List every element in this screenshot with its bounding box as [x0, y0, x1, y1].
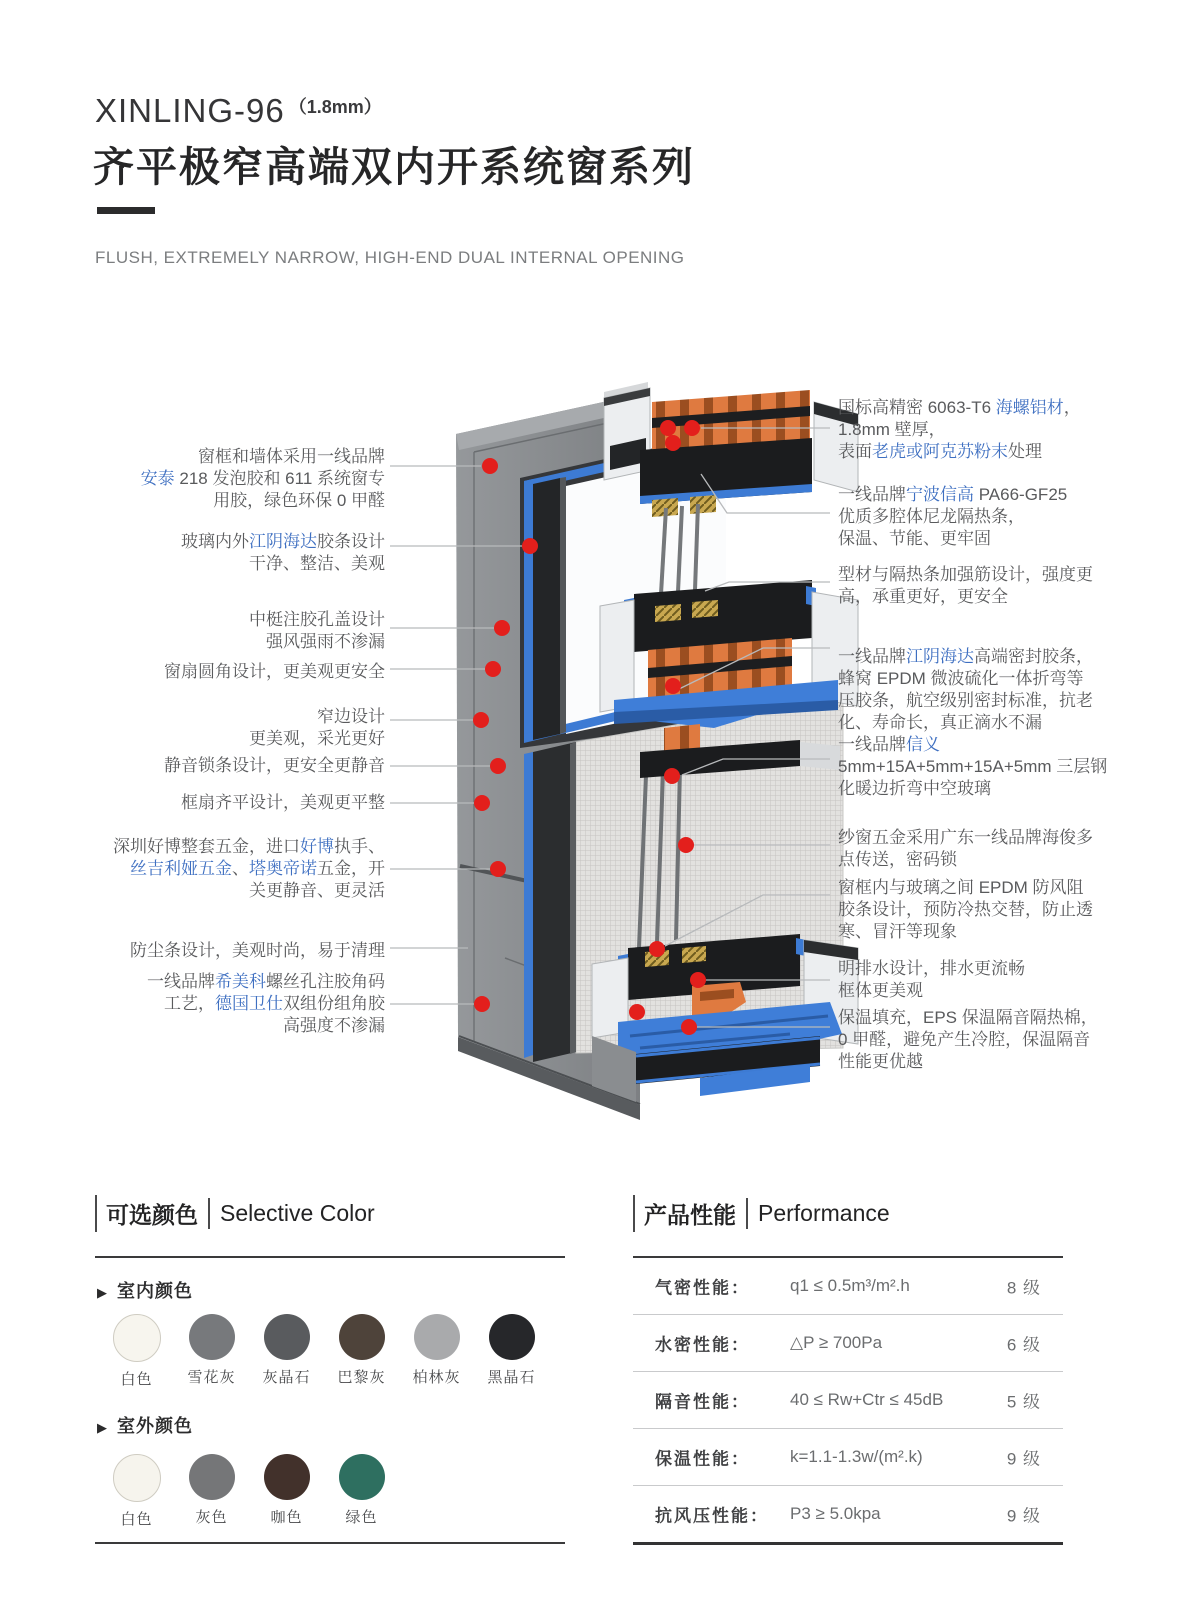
annotation-text: PA66-GF25 [974, 485, 1068, 504]
brand-text: 宁波信高 [906, 485, 974, 504]
selective-color-title-cn: 可选颜色 [95, 1195, 208, 1232]
triangle-icon: ▶ [97, 1420, 108, 1435]
annotation-text: 218 发泡胶和 611 系统窗专 [174, 469, 385, 488]
annotation-text: 窄边设计 [317, 707, 385, 726]
annotation-line [113, 880, 385, 902]
annotation-right-9 [838, 1007, 1098, 1073]
annotation-text: 胶条设计，预防冷热交替，防止透 [838, 900, 1093, 919]
color-swatch-label: 灰色 [195, 1509, 228, 1526]
annotation-text: 保温填充，EPS 保温隔音隔热棉， [838, 1008, 1098, 1027]
annotation-text: 工艺， [164, 994, 215, 1013]
annotation-text: 国标高精密 6063-T6 [838, 398, 996, 417]
annotation-left-8 [113, 836, 385, 902]
annotation-line [838, 877, 1093, 899]
annotation-line [838, 827, 1093, 849]
annotation-left-3 [249, 609, 385, 653]
page-title: 齐平极窄高端双内开系统窗系列 [93, 144, 695, 190]
annotation-text: 优质多腔体尼龙隔热条， [838, 507, 1025, 526]
annotation-line [838, 441, 1081, 463]
annotation-line [838, 586, 1093, 608]
annotation-right-7 [838, 877, 1093, 943]
performance-grade: 6 级 [1006, 1335, 1041, 1355]
annotation-line [838, 756, 1107, 778]
annotation-text: 化、寿命长，真正滴水不漏 [838, 713, 1042, 732]
annotation-text: 中梃注胶孔盖设计 [249, 610, 385, 629]
annotation-line [147, 971, 385, 993]
annotation-text: 高，承重更好，更安全 [838, 587, 1008, 606]
annotation-text: 高强度不渗漏 [283, 1016, 385, 1035]
annotation-text: 窗框和墙体采用一线品牌 [198, 447, 385, 466]
annotation-text: 窗扇圆角设计，更美观更安全 [164, 662, 385, 681]
annotation-line [838, 397, 1081, 419]
brand-text: 信义 [906, 735, 940, 754]
annotation-right-5 [838, 734, 1107, 800]
color-swatch-label: 白色 [120, 1371, 153, 1388]
annotation-line [181, 531, 385, 553]
performance-value: k=1.1-1.3w/(m².k) [790, 1447, 923, 1466]
brand-text: 丝吉利娅五金 [130, 859, 232, 878]
indoor-color-label-text: 室内颜色 [117, 1281, 193, 1301]
annotation-line [838, 419, 1081, 441]
annotation-text: 强风强雨不渗漏 [266, 632, 385, 651]
annotation-left-5 [249, 706, 385, 750]
triangle-icon: ▶ [97, 1285, 108, 1300]
annotation-line [181, 553, 385, 575]
annotation-right-6 [838, 827, 1093, 871]
annotation-text: 保温、节能、更牢固 [838, 529, 991, 548]
annotation-text: 0 甲醛，避免产生冷腔，保温隔音 [838, 1030, 1091, 1049]
brand-text: 江阴海达 [906, 647, 974, 666]
annotation-right-2 [838, 484, 1067, 550]
performance-title-en: Performance [746, 1198, 890, 1229]
performance-label: 保温性能： [655, 1449, 750, 1469]
annotation-text: 五金，开 [317, 859, 385, 878]
performance-grade: 9 级 [1006, 1449, 1041, 1469]
brand-text: 希美科 [215, 972, 266, 991]
performance-label: 水密性能： [655, 1335, 750, 1355]
annotation-line [147, 993, 385, 1015]
color-swatch-label: 灰晶石 [262, 1369, 311, 1386]
wall-thickness: （1.8mm） [288, 97, 382, 117]
annotation-line [113, 858, 385, 880]
performance-label: 气密性能： [655, 1278, 750, 1298]
annotation-text: 点传送，密码锁 [838, 850, 957, 869]
annotation-line [838, 899, 1093, 921]
annotation-line [249, 609, 385, 631]
annotation-text: 一线品牌 [838, 647, 906, 666]
color-swatch-label: 柏林灰 [412, 1369, 461, 1386]
annotation-text: 性能更优越 [838, 1052, 923, 1071]
color-swatch-label: 黑晶石 [487, 1369, 536, 1386]
annotation-line [130, 940, 385, 962]
annotation-text: 表面 [838, 442, 872, 461]
brand-text: 塔奥帝诺 [249, 859, 317, 878]
annotation-text: 一线品牌 [838, 485, 906, 504]
annotation-line [838, 1051, 1098, 1073]
performance-value: △P ≥ 700Pa [790, 1333, 883, 1352]
annotation-text: 处理 [1008, 442, 1042, 461]
annotation-text: 寒、冒汗等现象 [838, 922, 957, 941]
selective-color-title-en: Selective Color [208, 1198, 375, 1229]
annotation-line [164, 661, 385, 683]
annotation-line [249, 631, 385, 653]
annotation-text: 化暖边折弯中空玻璃 [838, 779, 991, 798]
annotation-line [838, 958, 1025, 980]
annotation-line [838, 921, 1093, 943]
brand-text: 江阴海达 [249, 532, 317, 551]
annotation-right-4 [838, 646, 1093, 734]
color-swatch-label: 巴黎灰 [337, 1369, 386, 1386]
annotation-text: 压胶条，航空级别密封标准，抗老 [838, 691, 1093, 710]
performance-label: 抗风压性能： [655, 1506, 769, 1526]
performance-value: q1 ≤ 0.5m³/m².h [790, 1276, 910, 1295]
annotation-text: 胶条设计 [317, 532, 385, 551]
annotation-text: 防尘条设计，美观时尚，易于清理 [130, 941, 385, 960]
annotation-line [838, 668, 1093, 690]
annotation-text: 双组份组角胶 [283, 994, 385, 1013]
brand-text: 老虎或阿克苏粉末 [872, 442, 1008, 461]
performance-grade: 5 级 [1006, 1392, 1041, 1412]
brand-text: 好博 [300, 837, 334, 856]
annotation-text: 深圳好博整套五金，进口 [113, 837, 300, 856]
annotation-text: 窗框内与玻璃之间 EPDM 防风阻 [838, 878, 1084, 897]
annotation-line [113, 836, 385, 858]
annotation-line [141, 468, 385, 490]
annotation-left-9 [130, 940, 385, 962]
annotation-right-8 [838, 958, 1025, 1002]
annotation-line [838, 564, 1093, 586]
annotation-left-2 [181, 531, 385, 575]
color-swatch-label: 雪花灰 [187, 1369, 236, 1386]
annotation-right-3 [838, 564, 1093, 608]
annotation-line [181, 792, 385, 814]
annotation-text: 玻璃内外 [181, 532, 249, 551]
performance-value: P3 ≥ 5.0kpa [790, 1504, 881, 1523]
annotation-text: 1.8mm 壁厚， [838, 420, 946, 439]
brand-text: 安泰 [140, 469, 175, 488]
color-swatch-label: 绿色 [345, 1509, 378, 1526]
annotation-left-4 [164, 661, 385, 683]
annotation-line [141, 446, 385, 468]
annotation-text: 、 [232, 859, 249, 878]
annotation-text: 蜂窝 EPDM 微波硫化一体折弯等 [838, 669, 1084, 688]
annotation-left-7 [181, 792, 385, 814]
annotation-line [838, 690, 1093, 712]
annotation-text: ， [1063, 398, 1081, 417]
performance-value: 40 ≤ Rw+Ctr ≤ 45dB [790, 1390, 944, 1409]
annotation-text: 一线品牌 [838, 735, 906, 754]
color-swatch-label: 白色 [120, 1511, 153, 1528]
page-subtitle-en: FLUSH, EXTREMELY NARROW, HIGH-END DUAL INTERNAL OPENING [95, 248, 685, 267]
annotation-line [838, 1007, 1098, 1029]
annotation-line [147, 1015, 385, 1037]
annotation-text: 一线品牌 [147, 972, 215, 991]
annotation-line [838, 484, 1067, 506]
brand-text: 海螺铝材 [995, 398, 1064, 417]
annotation-line [838, 646, 1093, 668]
model-number: XINLING-96 [95, 92, 285, 129]
outdoor-color-label-text: 室外颜色 [117, 1416, 193, 1436]
annotation-text: 用胶，绿色环保 0 甲醛 [213, 491, 385, 510]
annotation-line [838, 778, 1107, 800]
annotation-text: 框体更美观 [838, 981, 923, 1000]
annotation-line [249, 728, 385, 750]
annotation-text: 框扇齐平设计，美观更平整 [181, 793, 385, 812]
annotation-text: 高端密封胶条， [974, 647, 1093, 666]
performance-grade: 9 级 [1006, 1506, 1041, 1526]
annotation-left-1 [141, 446, 385, 512]
annotation-text: 执手、 [334, 837, 385, 856]
performance-title-cn: 产品性能 [633, 1195, 746, 1232]
annotation-text: 关更静音、更灵活 [249, 881, 385, 900]
annotation-line [838, 528, 1067, 550]
annotation-line [838, 734, 1107, 756]
brand-text: 德国卫仕 [215, 994, 283, 1013]
annotation-line [838, 849, 1093, 871]
annotation-text: 干净、整洁、美观 [249, 554, 385, 573]
annotation-line [838, 712, 1093, 734]
annotation-text: 静音锁条设计，更安全更静音 [164, 756, 385, 775]
annotation-text: 更美观，采光更好 [249, 729, 385, 748]
annotation-left-10 [147, 971, 385, 1037]
annotation-line [838, 506, 1067, 528]
annotation-text: 型材与隔热条加强筋设计，强度更 [838, 565, 1093, 584]
annotation-line [838, 1029, 1098, 1051]
annotation-left-6 [164, 755, 385, 777]
annotation-line [141, 490, 385, 512]
annotation-right-1 [838, 397, 1081, 463]
annotation-line [249, 706, 385, 728]
annotation-text: 纱窗五金采用广东一线品牌海俊多 [838, 828, 1093, 847]
annotation-line [164, 755, 385, 777]
color-swatch-label: 咖色 [270, 1509, 303, 1526]
annotation-text: 螺丝孔注胶角码 [266, 972, 385, 991]
annotation-line [838, 980, 1025, 1002]
annotation-text: 5mm+15A+5mm+15A+5mm 三层钢 [838, 757, 1108, 776]
annotation-text: 明排水设计，排水更流畅 [838, 959, 1025, 978]
performance-grade: 8 级 [1006, 1278, 1041, 1298]
performance-label: 隔音性能： [655, 1392, 750, 1412]
